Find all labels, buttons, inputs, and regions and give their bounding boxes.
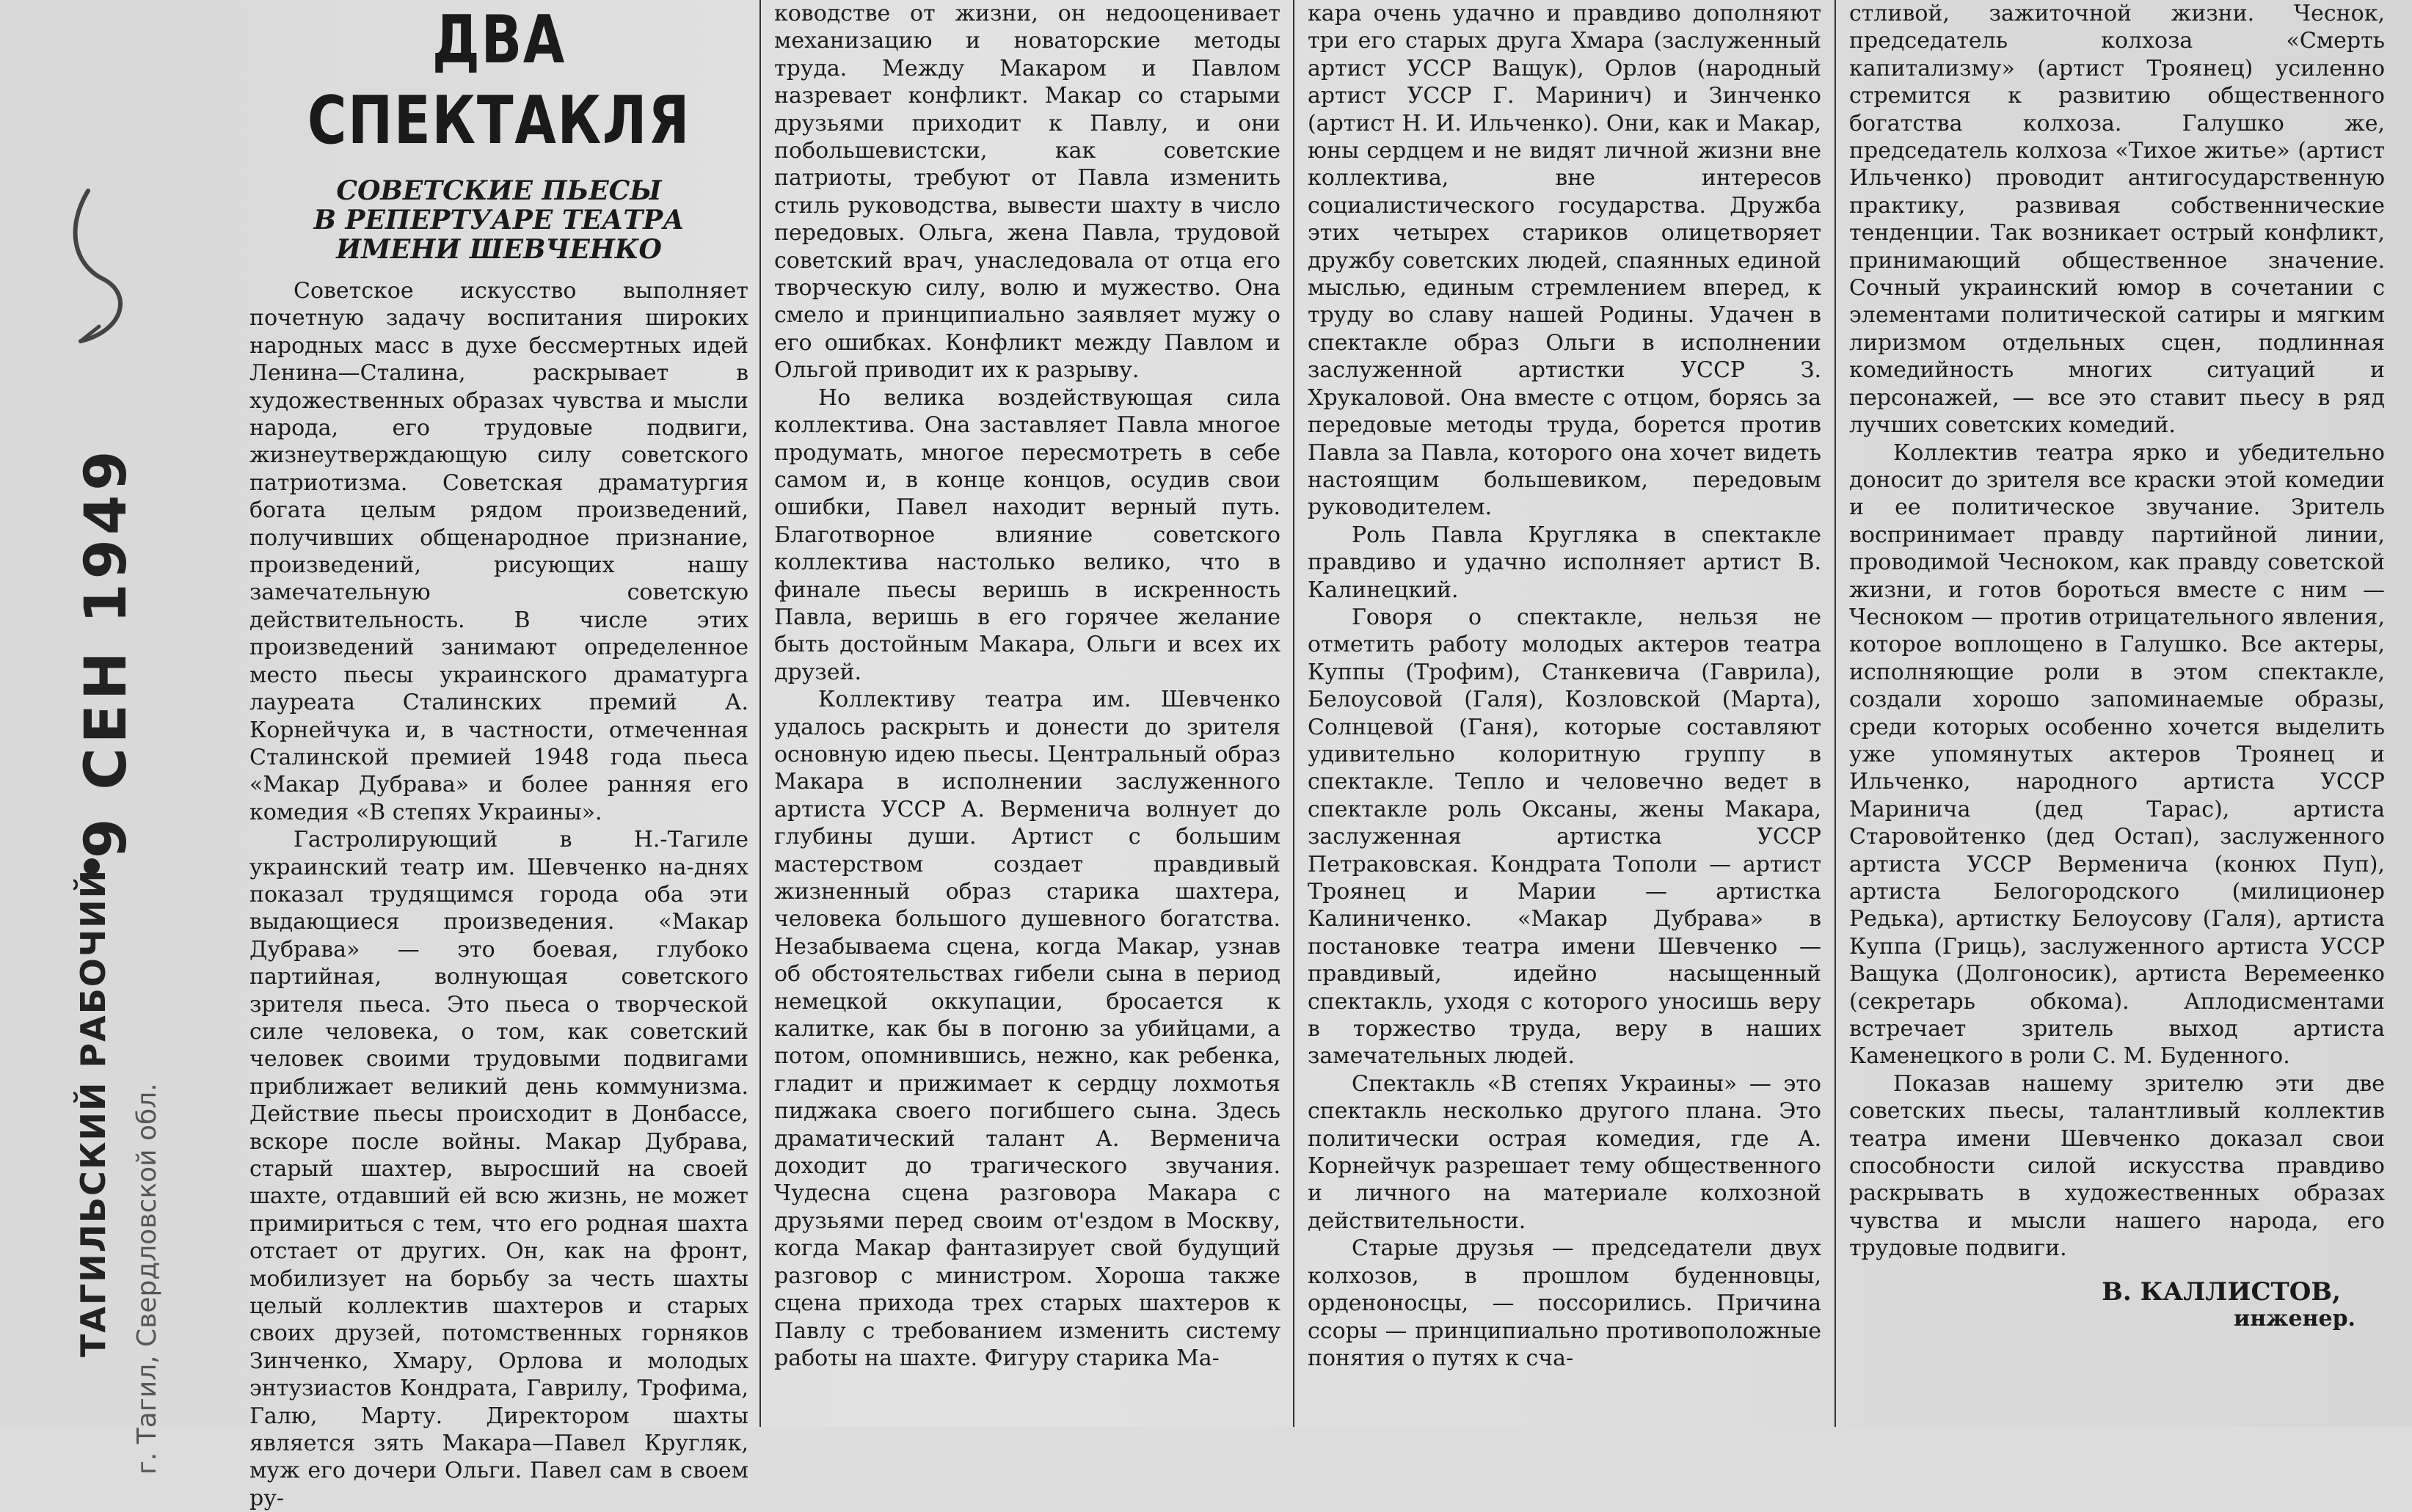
subheadline-line: В РЕПЕРТУАРЕ ТЕАТРА (313, 205, 685, 235)
paragraph: Гастролирующий в Н.-Тагиле украинский театр им. Шевченко на-днях показал трудящимся города оба эти выдающиеся произведения. «Макар Дубрава» — это боевая, глубоко партийная, волнующая советского зрителя пьеса. Это пьеса о творческой силе человека, о том, как советский человек своими трудовыми подвигами приближает великий день коммунизма. Действие пьесы происходит в Донбассе, вскоре после войны. Макар Дубрава, старый шахтер, выросший на своей шахте, отдавший ей всю жизнь, не может примириться с тем, что его родная шахта отстает от других. Он, как на фронт, мобилизует на борьбу за честь шахты целый коллектив шахтеров и старых своих друзей, потомственных горняков Зинченко, Хмару, Орлова и молодых энтузиастов Кондрата, Гаврилу, Трофима, Галю, Марту. Директором шахты является зять Макара—Павел Кругляк, муж его дочери Ольги. Павел сам в своем ру- (249, 827, 748, 1511)
article-column-2 (774, 0, 1280, 1372)
paragraph: Говоря о спектакле, нельзя не отметить работу молодых актеров театра Куппы (Трофим), Станкевича (Гаврила), Белоусовой (Галя), Козловской (Марта), Солнцевой (Ганя), которые составляют удивительно колоритную группу в спектакле. Тепло и человечно ведет в спектакле роль Оксаны, жены Макара, заслуженная артистка УССР Петраковская. Кондрата Тополи — артист Троянец и Марии — артистка Калиниченко. «Макар Дубрава» в постановке театра имени Шевченко — правдивый, идейно насыщенный спектакль, уходя с которого уносишь веру в торжество труда, веру в наших замечательных людей. (1308, 604, 1821, 1070)
stamp-date: 9 СЕН 1949 (73, 446, 139, 858)
paragraph: кара очень удачно и правдиво дополняют три его старых друга Хмара (заслуженный артист УССР Ващук), Орлов (народный артист УССР Г. Маринич) и Зинченко (артист Н. И. Ильченко). Они, как и Макар, юны сердцем и не видят личной жизни вне коллектива, вне интересов социалистического государства. Дружба этих четырех стариков олицетворяет дружбу советских людей, спаянных единой мыслью, единым стремлением вперед, к труду во славу нашей Родины. Удачен в спектакле образ Ольги в исполнении заслуженной артистки УССР З. Хрукаловой. Она вместе с отцом, борясь за передовые методы труда, борется против Павла за Павла, которого она хочет видеть настоящим большевиком, передовым руководителем. (1308, 1, 1821, 521)
paragraph: Коллектив театра ярко и убедительно доносит до зрителя все краски этой комедии и ее политическое звучание. Зритель воспринимает правду партийной линии, проводимой Чесноком, как правду советской жизни, и готов бороться вместе с ним — Чесноком — против отрицательного явления, которое воплощено в Галушко. Все актеры, исполняющие роли в этом спектакле, создали хорошо запоминаемые образы, среди которых особенно хочется выделить уже упомянутых актеров Троянец и Ильченко, народного артиста УССР Маринича (дед Тарас), артиста Старовойтенко (дед Остап), заслуженного артиста УССР Верменича (конюх Пуп), артиста Белогородского (милиционер Редька), артистку Белоусову (Галя), артиста Куппа (Гриць), заслуженного артиста УССР Ващука (Долгоносик), артиста Веремеенко (секретарь обкома). Аплодисментами встречает зритель выход артиста Каменецкого в роли С. М. Буденного. (1849, 439, 2385, 1070)
paragraph: Но велика воздействующая сила коллектива. Она заставляет Павла многое продумать, многое пересмотреть в себе самом и, в конце концов, осудив свои ошибки, Павел находит верный путь. Благотворное влияние советского коллектива настолько велико, что в финале пьесы веришь в искренность Павла, веришь в его горячее желание быть достойным Макара, Ольги и всех их друзей. (774, 384, 1280, 685)
author-signature: В. КАЛЛИСТОВ, (2102, 1277, 2341, 1307)
column-divider (1834, 0, 1836, 1427)
stamp-city: г. Тагил, Свердловской обл. (132, 1083, 162, 1475)
subheadline (249, 176, 748, 264)
article-column-1 (249, 0, 748, 1512)
article-column-4 (1849, 0, 2385, 1332)
paragraph: Показав нашему зрителю эти две советских пьесы, талантливый коллектив театра имени Шевченко доказал свои способности силой искусства правдиво раскрывать в художественных образах чувства и мысли нашего народа, его трудовые подвиги. (1849, 1070, 2385, 1262)
paragraph: Коллективу театра им. Шевченко удалось раскрыть и донести до зрителя основную идею пьесы. Центральный образ Макара в исполнении заслуженного артиста УССР А. Верменича волнует до глубины души. Артист с большим мастерством создает правдивый жизненный образ старика шахтера, человека большого душевного богатства. Незабываема сцена, когда Макар, узнав об обстоятельствах гибели сына в период немецкой оккупации, бросается к калитке, как бы в погоню за убийцами, а потом, опомнившись, нежно, как ребенка, гладит и прижимает к сердцу лохмотья пиджака своего погибшего сына. Здесь драматический талант А. Верменича доходит до трагического звучания. Чудесна сцена разговора Макара с друзьями перед своим от'ездом в Москву, когда Макар фантазирует свой будущий разговор с министром. Хороша также сцена прихода трех старых шахтеров к Павлу с требованием изменить систему работы на шахте. Фигуру старика Ма- (774, 687, 1280, 1371)
column-divider (759, 0, 761, 1427)
author-title: инженер. (2233, 1305, 2355, 1332)
headline: ДВА СПЕКТАКЛЯ (307, 1, 691, 159)
paragraph: Спектакль «В степях Украины» — это спектакль несколько другого плана. Это политически острая комедия, где А. Корнейчук разрешает тему общественного и личного на материале колхозной действительности. (1308, 1070, 1821, 1234)
column-divider (1293, 0, 1294, 1427)
subheadline-line: ИМЕНИ ШЕВЧЕНКО (336, 234, 662, 265)
paragraph: ководстве от жизни, он недооценивает механизацию и новаторские методы труда. Между Макаром и Павлом назревает конфликт. Макар со старыми друзьями приходит к Павлу, и они побольшевистски, как советские патриоты, требуют от Павла изменить стиль руководства, вывести шахту в число передовых. Ольга, жена Павла, трудовой советский врач, унаследовала от отца его творческую силу, волю и мужество. Она смело и принципиально заявляет мужу о его ошибках. Конфликт между Павлом и Ольгой приводит их к разрыву. (774, 1, 1280, 384)
paragraph: Советское искусство выполняет почетную задачу воспитания широких народных масс в духе бессмертных идей Ленина—Сталина, раскрывает в художественных образах чувства и мысли народа, его трудовые подвиги, жизнеутверждающую силу советского патриотизма. Советская драматургия богата целым рядом произведений, получивших общенародное признание, произведений, рисующих нашу замечательную советскую действительность. В числе этих произведений занимают определенное место пьесы украинского драматурга лауреата Сталинских премий А. Корнейчука и, в частности, отмеченная Сталинской премией 1948 года пьеса «Макар Дубрава» и более ранняя его комедия «В степях Украины». (249, 278, 748, 825)
paragraph: Роль Павла Кругляка в спектакле правдиво и удачно исполняет артист В. Калинецкий. (1308, 522, 1821, 603)
pencil-mark-icon (59, 183, 154, 352)
paragraph: стливой, зажиточной жизни. Чеснок, председатель колхоза «Смерть капитализму» (артист Троянец) усиленно стремится к развитию общественного богатства колхоза. Галушко же, председатель колхоза «Тихое житье» (артист Ильченко) проводит антигосударственную практику, развивая собственнические тенденции. Так возникает острый конфликт, принимающий общественное значение. Сочный украинский юмор в сочетании с элементами политической сатиры и мягким лиризмом отдельных сцен, подлинная комедийность многих ситуаций и персонажей, — все это ставит пьесу в ряд лучших советских комедий. (1849, 1, 2385, 439)
article-column-3 (1308, 0, 1821, 1372)
subheadline-line: СОВЕТСКИЕ ПЬЕСЫ (336, 175, 662, 206)
paragraph: Старые друзья — председатели двух колхозов, в прошлом буденновцы, орденоносцы, — поссорились. Причина ссоры — принципиально противоположные понятия о путях к сча- (1308, 1235, 1821, 1371)
stamp-newspaper-name: ТАГИЛЬСКИЙ РАБОЧИЙ (73, 868, 113, 1357)
